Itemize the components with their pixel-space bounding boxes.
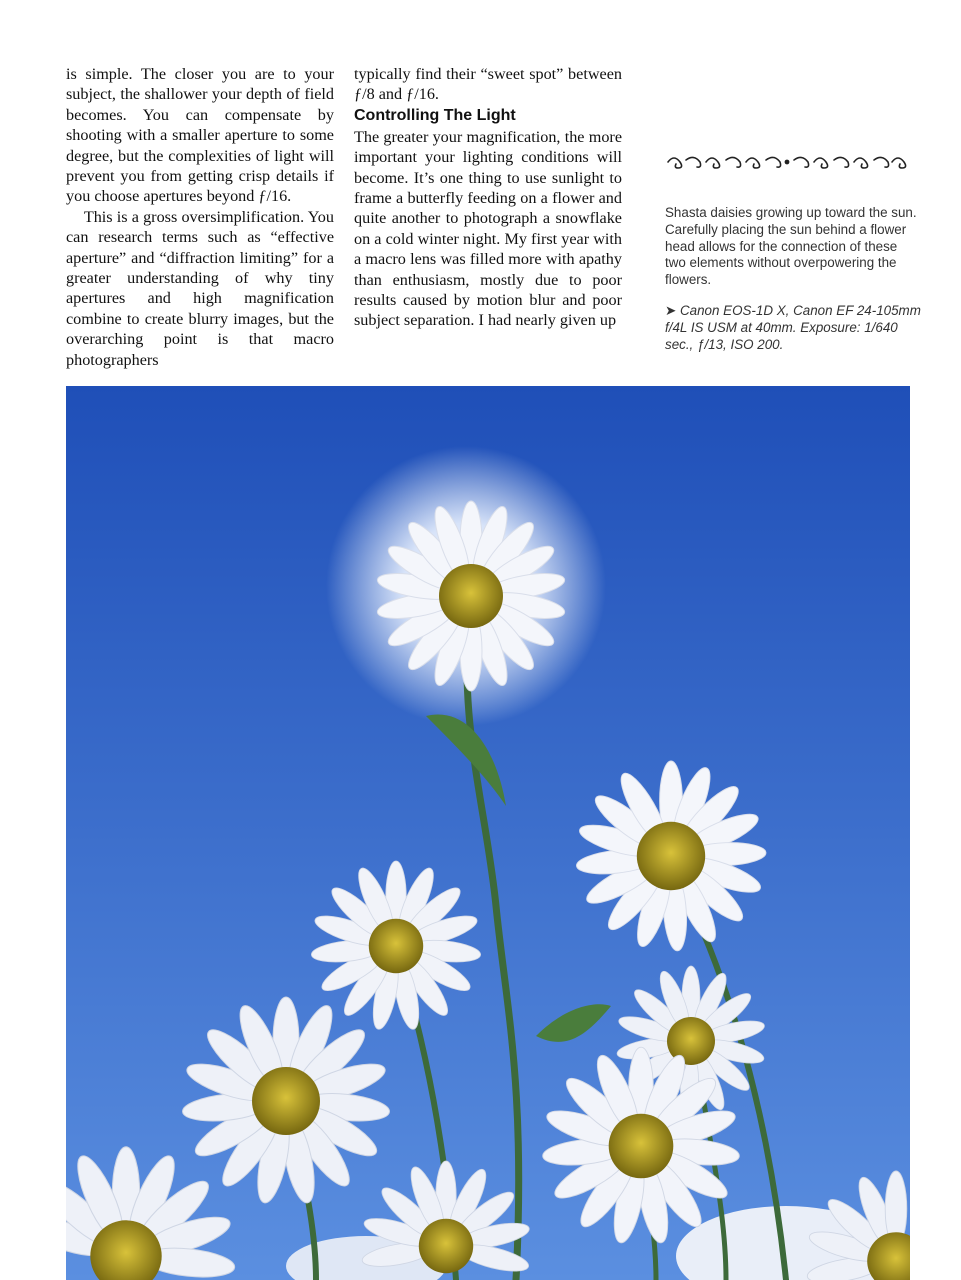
body-column-2: [354, 64, 622, 331]
paragraph: is simple. The closer you are to your subject, the shallower your depth of field becomes. You can compensate by shooting with a smaller aperture to some degree, but the complexities of light will prevent you from getting crisp details if you choose apertures beyond ƒ/16.: [66, 65, 334, 206]
section-heading: Controlling The Light: [354, 106, 516, 124]
camera-settings: Canon EOS-1D X, Canon EF 24-105mm f/4L IS USM at 40mm. Exposure: 1/640 sec., ƒ/13, ISO 200.: [665, 302, 921, 352]
daisy-photo: [66, 386, 910, 1280]
caption-text: Shasta daisies growing up toward the sun. Carefully placing the sun behind a flower head allows for the connection of these two elements without overpowering the flowers.: [665, 205, 917, 288]
decorative-swirl-divider-icon: [664, 148, 912, 182]
paragraph: The greater your magnification, the more important your lighting conditions will become. It’s one thing to use sunlight to frame a butterfly feeding on a flower and quite another to photograph a snowflake on a cold winter night. My first year with a macro lens was filled more with apathy than enthusiasm, mostly due to poor results caused by motion blur and poor subject separation. I had nearly given up: [354, 127, 622, 330]
body-column-1: [66, 64, 334, 370]
arrow-icon: ➤: [665, 302, 677, 318]
paragraph: This is a gross oversimplification. You can research terms such as “effective aperture” and “diffraction limiting” for a greater understanding of why tiny apertures and high magnification combine to create blurry images, but the overarching point is that macro photographers: [66, 207, 334, 369]
paragraph: typically find their “sweet spot” between ƒ/8 and ƒ/16.: [354, 65, 622, 104]
photo-caption: [665, 205, 921, 353]
daisy-photo-illustration: [66, 386, 910, 1280]
caption-exif: [665, 303, 921, 353]
